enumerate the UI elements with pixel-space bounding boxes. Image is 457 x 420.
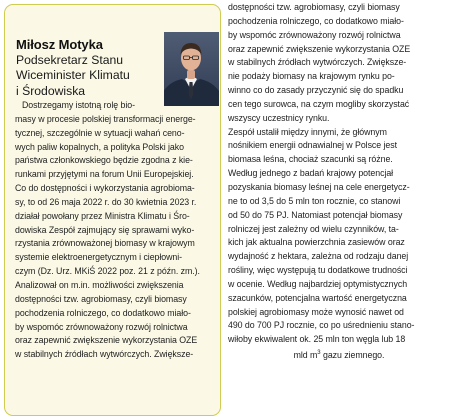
author-photo (164, 32, 219, 106)
text-line: dostępności tzw. agrobiomasy, czyli biomasy (228, 2, 400, 12)
text-line: biomasa leśna, chociaż szacunki są różne. (228, 154, 393, 165)
text-line-last (228, 347, 450, 363)
text-line: winno co do zasady przyczynić się do spadku (228, 85, 404, 96)
text-line: kich jak aktualna powierzchnia zasiewów oraz (228, 237, 405, 248)
text-line: w stabilnych źródłach wytwórczych. Zwiększe- (15, 349, 194, 360)
article-column-2 (228, 1, 450, 363)
text-line: runkami przyjętymi na forum Unii Europejskiej. (15, 169, 194, 180)
text-line: pochodzenia rolniczego, co dodatkowo miało- (228, 15, 404, 26)
text-line: w stabilnych źródłach wytwórczych. Zwiększe- (228, 57, 407, 68)
author-role-line: Wiceminister Klimatu (16, 68, 130, 83)
text-line: wych paliw kopalnych, a polityka Polski jako (15, 141, 184, 152)
text-line: wszyscy uczestnicy rynku. (228, 112, 330, 123)
text-line: nośnikiem energii odnawialnej w Polsce jest (228, 140, 397, 151)
sidebar-quote-card (4, 4, 221, 416)
text-line: czym (Dz. Urz. MKiŚ 2022 poz. 21 z późn. zm.). (15, 266, 200, 277)
text-line: ne to od 3,5 do 5 mln ton rocznie, co stanowi (228, 195, 401, 206)
author-name: Miłosz Motyka (16, 37, 103, 52)
text-fragment: mld m (293, 350, 318, 361)
article-column-1 (15, 99, 200, 362)
text-line: rzystania zrównoważonej biomasy w krajowym (15, 238, 195, 249)
text-fragment: gazu ziemnego. (320, 350, 385, 361)
text-line: państwa członkowskiego będzie zgodna z kie- (15, 155, 193, 166)
text-line: w ocenie. Według najbardziej optymistycznych (228, 278, 408, 289)
text-line: dowiska Zespół zajmujący się sprawami wyko- (15, 224, 195, 235)
text-line: nie podaży biomasy na krajowym rynku po- (228, 71, 395, 82)
text-line: oraz zapewnić zwiększenie wykorzystania OZE (15, 335, 198, 346)
text-line: Zespół ustalił między innymi, że głównym (228, 126, 387, 137)
text-line: od 50 do 75 PJ. Natomiast potencjał biomasy (228, 209, 403, 220)
text-line: sy, to od 26 maja 2022 r. do 30 kwietnia 2023 r. (15, 196, 197, 207)
text-line: rośliny, więc występują tu dodatkowe trudności (228, 265, 408, 276)
text-line: tycznej, szczególnie w sytuacji wahań ceno- (15, 127, 185, 138)
text-line: dostępności tzw. agrobiomasy, czyli biomasy (15, 293, 187, 304)
text-line: pozyskania biomasy leśnej na cele energetycz- (228, 181, 410, 192)
person-portrait-icon (164, 32, 219, 106)
text-line: Dostrzegamy istotną rolę bio- (22, 100, 135, 110)
text-line: 490 do 700 PJ rocznie, co po uśrednieniu stano- (228, 320, 415, 331)
text-line: wydajność z hektara, zależna od rodzaju danej (228, 251, 409, 262)
text-line: Według jednego z badań krajowy potencjał (228, 168, 394, 179)
text-line: polskiej agrobiomasy może wynosić nawet od (228, 306, 404, 317)
superscript: 3 (317, 350, 321, 357)
text-line: masy w procesie polskiej transformacji energe- (15, 113, 196, 124)
text-line: systemie elektroenergetycznym i ciepłowni- (15, 252, 183, 263)
text-line: pochodzenia rolniczego, co dodatkowo miało- (15, 307, 191, 318)
author-role (16, 53, 176, 99)
text-line: Analizował on m.in. możliwości zwiększenia (15, 279, 184, 290)
text-line: Co do dostępności i wykorzystania agrobioma- (15, 183, 195, 194)
text-line: by wspomóc zrównoważony rozwój rolnictwa (15, 321, 188, 332)
text-line: by wspomóc zrównoważony rozwój rolnictwa (228, 29, 401, 40)
author-role-line: i Środowiska (16, 83, 86, 98)
text-line: szacunków, potencjalna wartość energetyczna (228, 292, 407, 303)
text-line: działał powołany przez Ministra Klimatu i Śro- (15, 210, 190, 221)
text-line: cen tego surowca, na czym mogliby skorzystać (228, 98, 410, 109)
text-line: wiłoby ekwiwalent ok. 25 mln ton węgla lub 18 (228, 334, 406, 345)
text-line: oraz zapewnić zwiększenie wykorzystania OZE (228, 43, 411, 54)
author-block (16, 37, 176, 99)
author-role-line: Podsekretarz Stanu (16, 53, 124, 67)
text-line: rolniczej jest zależny od wielu czynników, ta- (228, 223, 399, 234)
